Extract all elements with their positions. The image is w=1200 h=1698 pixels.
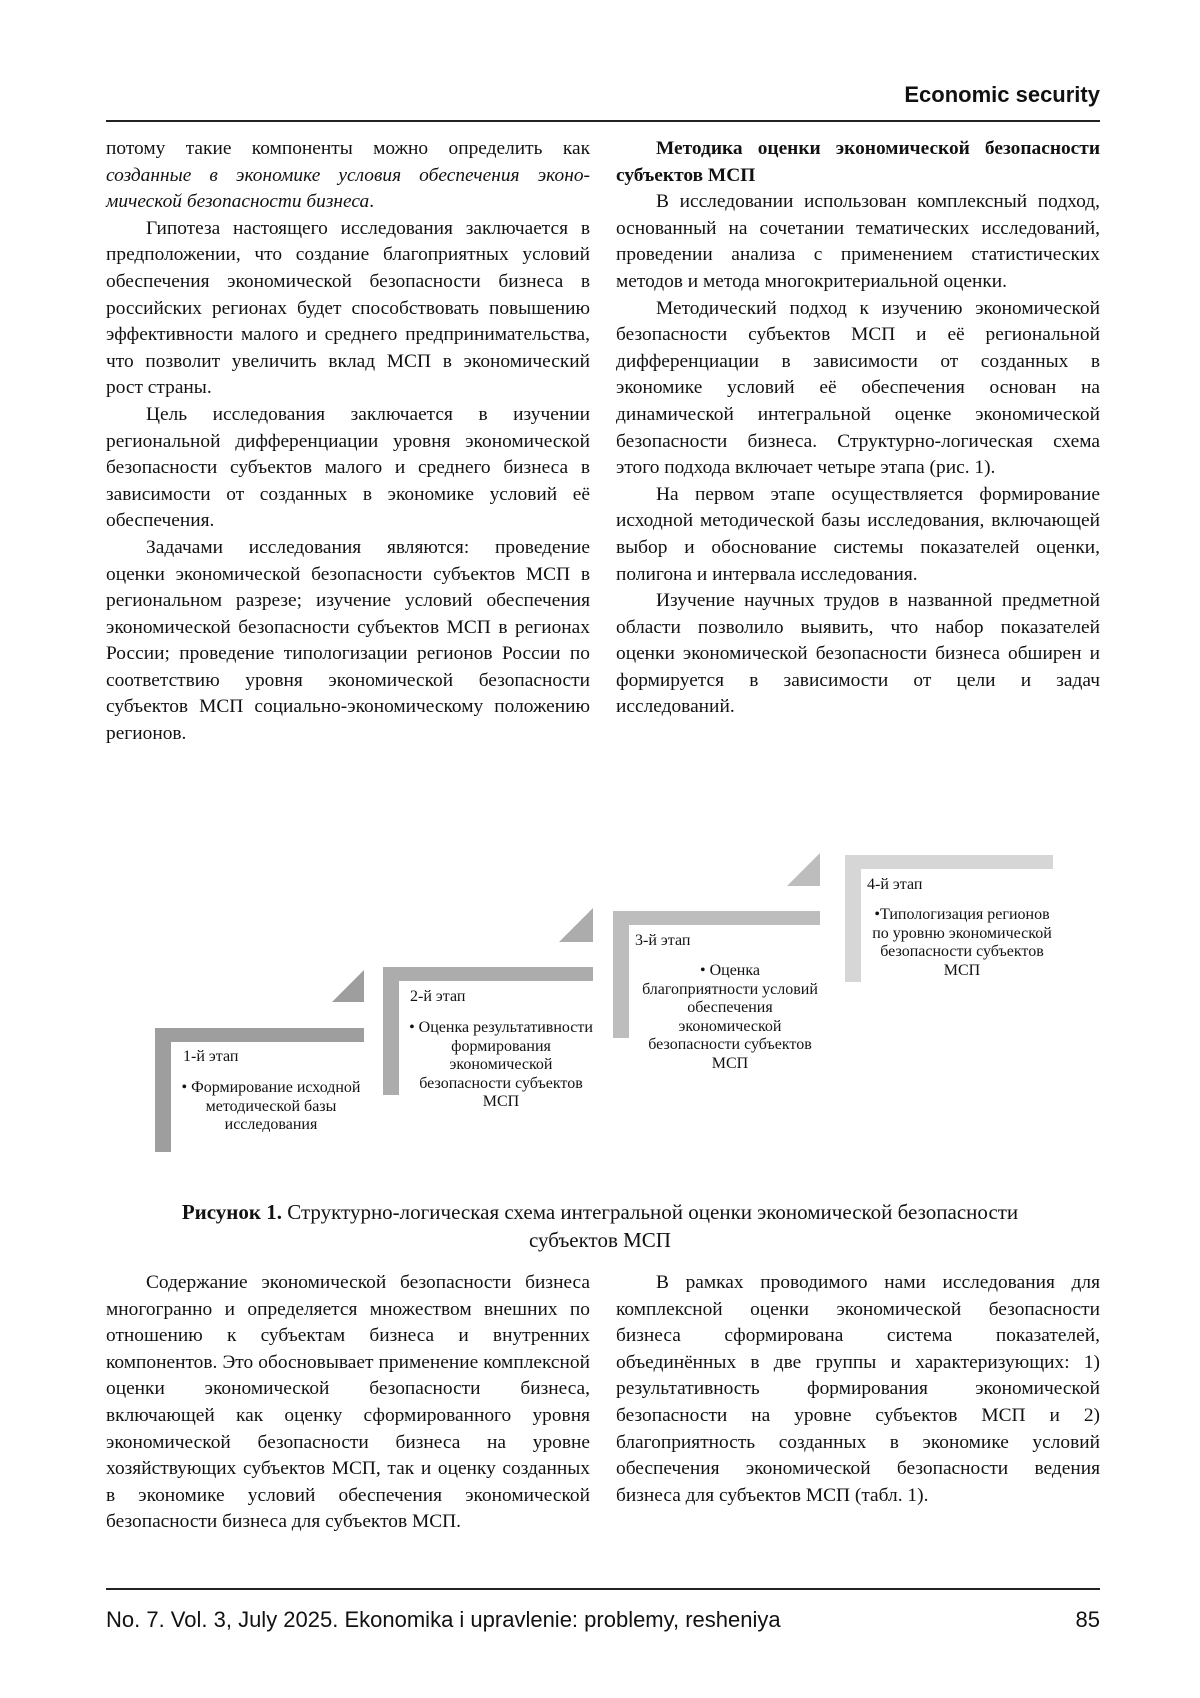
right-column-top — [616, 136, 1100, 721]
stage-2-label: 2-й этап — [410, 988, 466, 1005]
page-footer — [106, 1607, 1100, 1633]
stage-2-triangle — [559, 908, 593, 942]
figure-caption-text: Структурно-логическая схема интегральной оценки экономической безопасности субъектов МСП — [281, 1200, 1019, 1252]
footer-rule — [106, 1588, 1100, 1590]
journal-citation: No. 7. Vol. 3, July 2025. Ekonomika i upravlenie: problemy, resheniya — [106, 1607, 781, 1632]
figure-caption-label: Рисунок 1. — [181, 1200, 282, 1224]
paragraph: потому такие компоненты можно определить как созданные в экономике условия обеспечения экономической безопасности бизнеса. — [106, 138, 590, 213]
paragraph: Методический подход к изучению экономической безопасности субъектов МСП и её региональной дифференциации в зависимости от созданных в экономике условий её обеспечения основан на динамической интегральной оценке экономической безопасности бизнеса. Структурно-логическая схема этого подхода включает четыре этапа (рис. 1). — [616, 297, 1100, 479]
right-column-bottom — [616, 1270, 1100, 1509]
section-heading: Методика оценки экономической безопасности субъектов МСП — [616, 138, 1100, 186]
paragraph-goal: Цель исследования заключается в изучении региональной дифференциации уровня экономической безопасности субъектов малого и среднего бизнеса в зависимости от созданных в экономике условий её обеспечения. — [106, 403, 590, 532]
figure-1-diagram — [150, 850, 1070, 1180]
paragraph: Изучение научных трудов в названной предметной области позволило выявить, что набор показателей оценки экономической безопасности бизнеса обширен и формируется в зависимости от цели и задач исследований. — [616, 590, 1100, 718]
paragraph: Содержание экономической безопасности бизнеса многогранно и определяется множеством внешних по отношению к субъектам бизнеса и внутренних компонентов. Это обосновывает применение комплексной оценки экономической безопасности бизнеса, включающей как оценку сформированного уровня экономической безопасности бизнеса на уровне хозяйствующих субъектов МСП, так и оценку созданных в экономике условий обеспечения экономической безопасности бизнеса для субъектов МСП. — [106, 1272, 590, 1533]
running-header: Economic security — [904, 82, 1100, 107]
paragraph-hypothesis: Гипотеза настоящего исследования заключается в предположении, что создание благоприятных условий обеспечения экономической безопасности бизнеса в российских регионах будет способствовать повышению эффективности малого и среднего предпринимательства, что позволит увеличить вклад МСП в экономический рост страны. — [106, 217, 590, 399]
paragraph: На первом этапе осуществляется формирование исходной методической базы исследования, включающей выбор и обоснование системы показателей оценки, полигона и интервала исследования. — [616, 483, 1100, 585]
figure-caption — [150, 1198, 1050, 1254]
header-rule — [106, 120, 1100, 122]
stage-3-label: 3-й этап — [635, 932, 691, 949]
stage-3-triangle — [787, 853, 820, 886]
paragraph: В исследовании использован комплексный подход, основанный на сочетании тематических исследований, проведении анализа с применением статистических методов и метода многокритериальной оценки. — [616, 191, 1100, 292]
stage-4-description: •Типологизация регионов по уровню экономической безопасности субъектов МСП — [872, 906, 1052, 979]
stage-1-description: • Формирование исходной методической базы исследования — [181, 1079, 361, 1133]
stage-4-label: 4-й этап — [867, 876, 923, 893]
paragraph: В рамках проводимого нами исследования для комплексной оценки экономической безопасности бизнеса сформирована система показателей, объединённых в две группы и характеризующих: 1) результативность формирования экономической безопасности на уровне субъектов МСП и 2) благоприятность созданных в экономике условий обеспечения экономической безопасности ведения бизнеса для субъектов МСП (табл. 1). — [616, 1272, 1100, 1506]
stage-3-description: • Оценка благоприятности условий обеспечения экономической безопасности субъектов МСП — [642, 962, 818, 1072]
left-column-bottom — [106, 1270, 590, 1536]
stage-1-label: 1-й этап — [183, 1048, 239, 1065]
stage-1-triangle — [332, 970, 364, 1002]
stage-2-description: • Оценка результативности формирования экономической безопасности субъектов МСП — [409, 1019, 593, 1110]
left-column-top — [106, 136, 590, 748]
page-number: 85 — [1075, 1607, 1100, 1632]
paragraph-tasks: Задачами исследования являются: проведение оценки экономической безопасности субъектов МСП в региональном разрезе; изучение условий обеспечения экономической безопасности субъектов МСП в регионах России; проведение типологизации регионов России по соответствию уровня экономической безопасности субъектов МСП социально-экономическому положению регионов. — [106, 536, 590, 745]
